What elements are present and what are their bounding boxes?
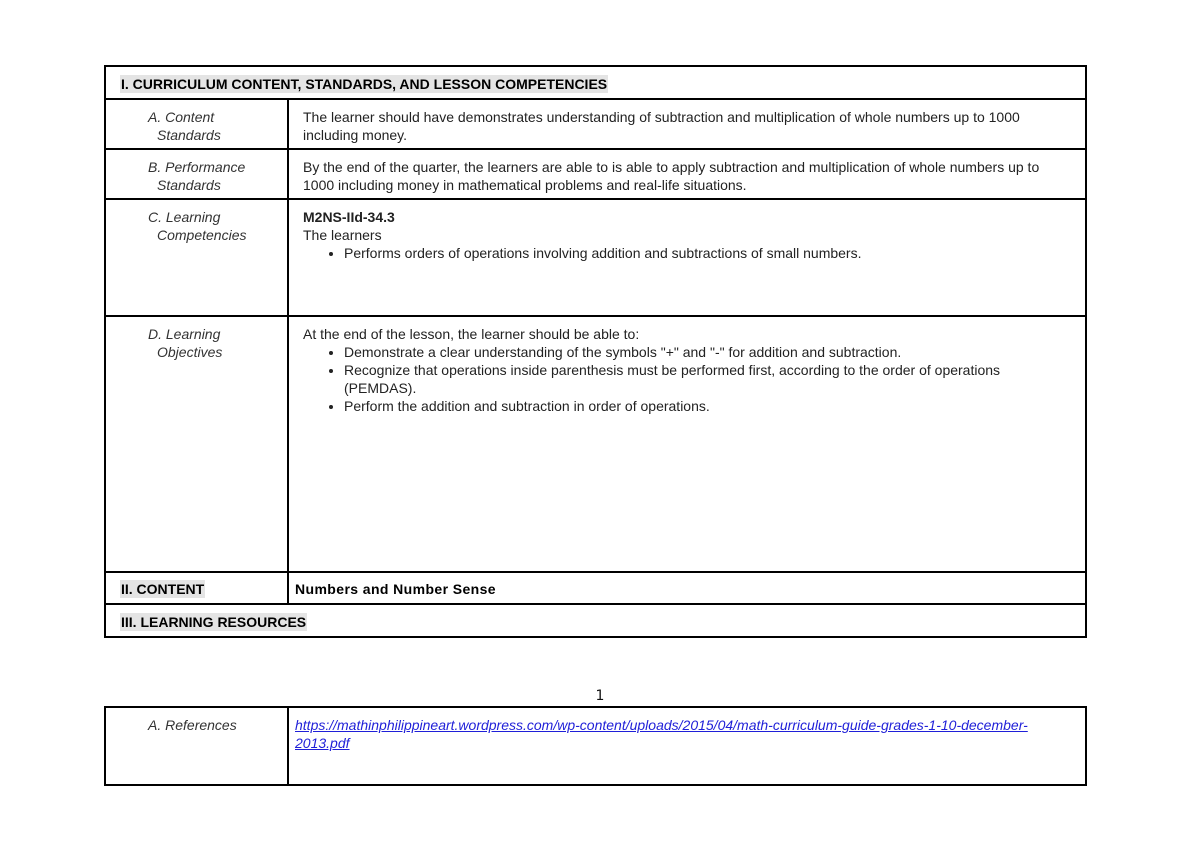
competency-code: M2NS-IId-34.3 bbox=[303, 209, 395, 225]
content-standards-label: A. Content Standards bbox=[105, 99, 288, 149]
section-header-row bbox=[105, 604, 1086, 637]
reference-link[interactable]: https://mathinphilippineart.wordpress.com/wp-content/uploads/2015/04/math-curriculum-guide-grades-1-10-december-2013.pdf bbox=[295, 717, 1028, 751]
content-standards-text: The learner should have demonstrates understanding of subtraction and multiplication of whole numbers up to 1000 including money. bbox=[288, 99, 1086, 149]
performance-standards-row bbox=[105, 149, 1086, 199]
performance-standards-text: By the end of the quarter, the learners are able to is able to apply subtraction and multiplication of whole numbers up to 1000 including money in mathematical problems and real-life situations. bbox=[288, 149, 1086, 199]
content-label-cell bbox=[105, 572, 288, 604]
page-number: 1 bbox=[595, 688, 605, 704]
learning-competencies-cell bbox=[288, 199, 1086, 316]
competency-list bbox=[303, 244, 1071, 262]
competency-intro: The learners bbox=[303, 227, 382, 243]
references-label: A. References bbox=[148, 717, 237, 733]
objectives-list bbox=[303, 343, 1071, 415]
section-title-learning-resources: III. LEARNING RESOURCES bbox=[121, 614, 307, 630]
section-header-row bbox=[105, 66, 1086, 99]
list-item: • Perform the addition and subtraction in order of operations. bbox=[344, 397, 1071, 415]
references-label-cell bbox=[105, 707, 288, 785]
content-row bbox=[105, 572, 1086, 604]
references-cell bbox=[288, 707, 1086, 785]
content-value: Numbers and Number Sense bbox=[288, 572, 1086, 604]
learning-competencies-label: C. Learning Competencies bbox=[105, 199, 288, 316]
performance-standards-label: B. Performance Standards bbox=[105, 149, 288, 199]
list-item: • Recognize that operations inside parenthesis must be performed first, according to the order of operations (PEMDAS). bbox=[344, 361, 1071, 397]
learning-objectives-cell bbox=[288, 316, 1086, 572]
content-label: II. CONTENT bbox=[121, 581, 205, 597]
references-row bbox=[105, 707, 1086, 785]
learning-objectives-row bbox=[105, 316, 1086, 572]
content-standards-row bbox=[105, 99, 1086, 149]
references-table bbox=[104, 706, 1087, 786]
list-item: • Performs orders of operations involving addition and subtractions of small numbers. bbox=[344, 244, 1071, 262]
learning-competencies-row bbox=[105, 199, 1086, 316]
lesson-plan-table bbox=[104, 65, 1087, 638]
list-item: • Demonstrate a clear understanding of the symbols "+" and "-" for addition and subtraction. bbox=[344, 343, 1071, 361]
learning-objectives-label: D. Learning Objectives bbox=[105, 316, 288, 572]
objectives-intro: At the end of the lesson, the learner should be able to: bbox=[303, 326, 640, 342]
section-title-curriculum: I. CURRICULUM CONTENT, STANDARDS, AND LESSON COMPETENCIES bbox=[121, 76, 608, 92]
